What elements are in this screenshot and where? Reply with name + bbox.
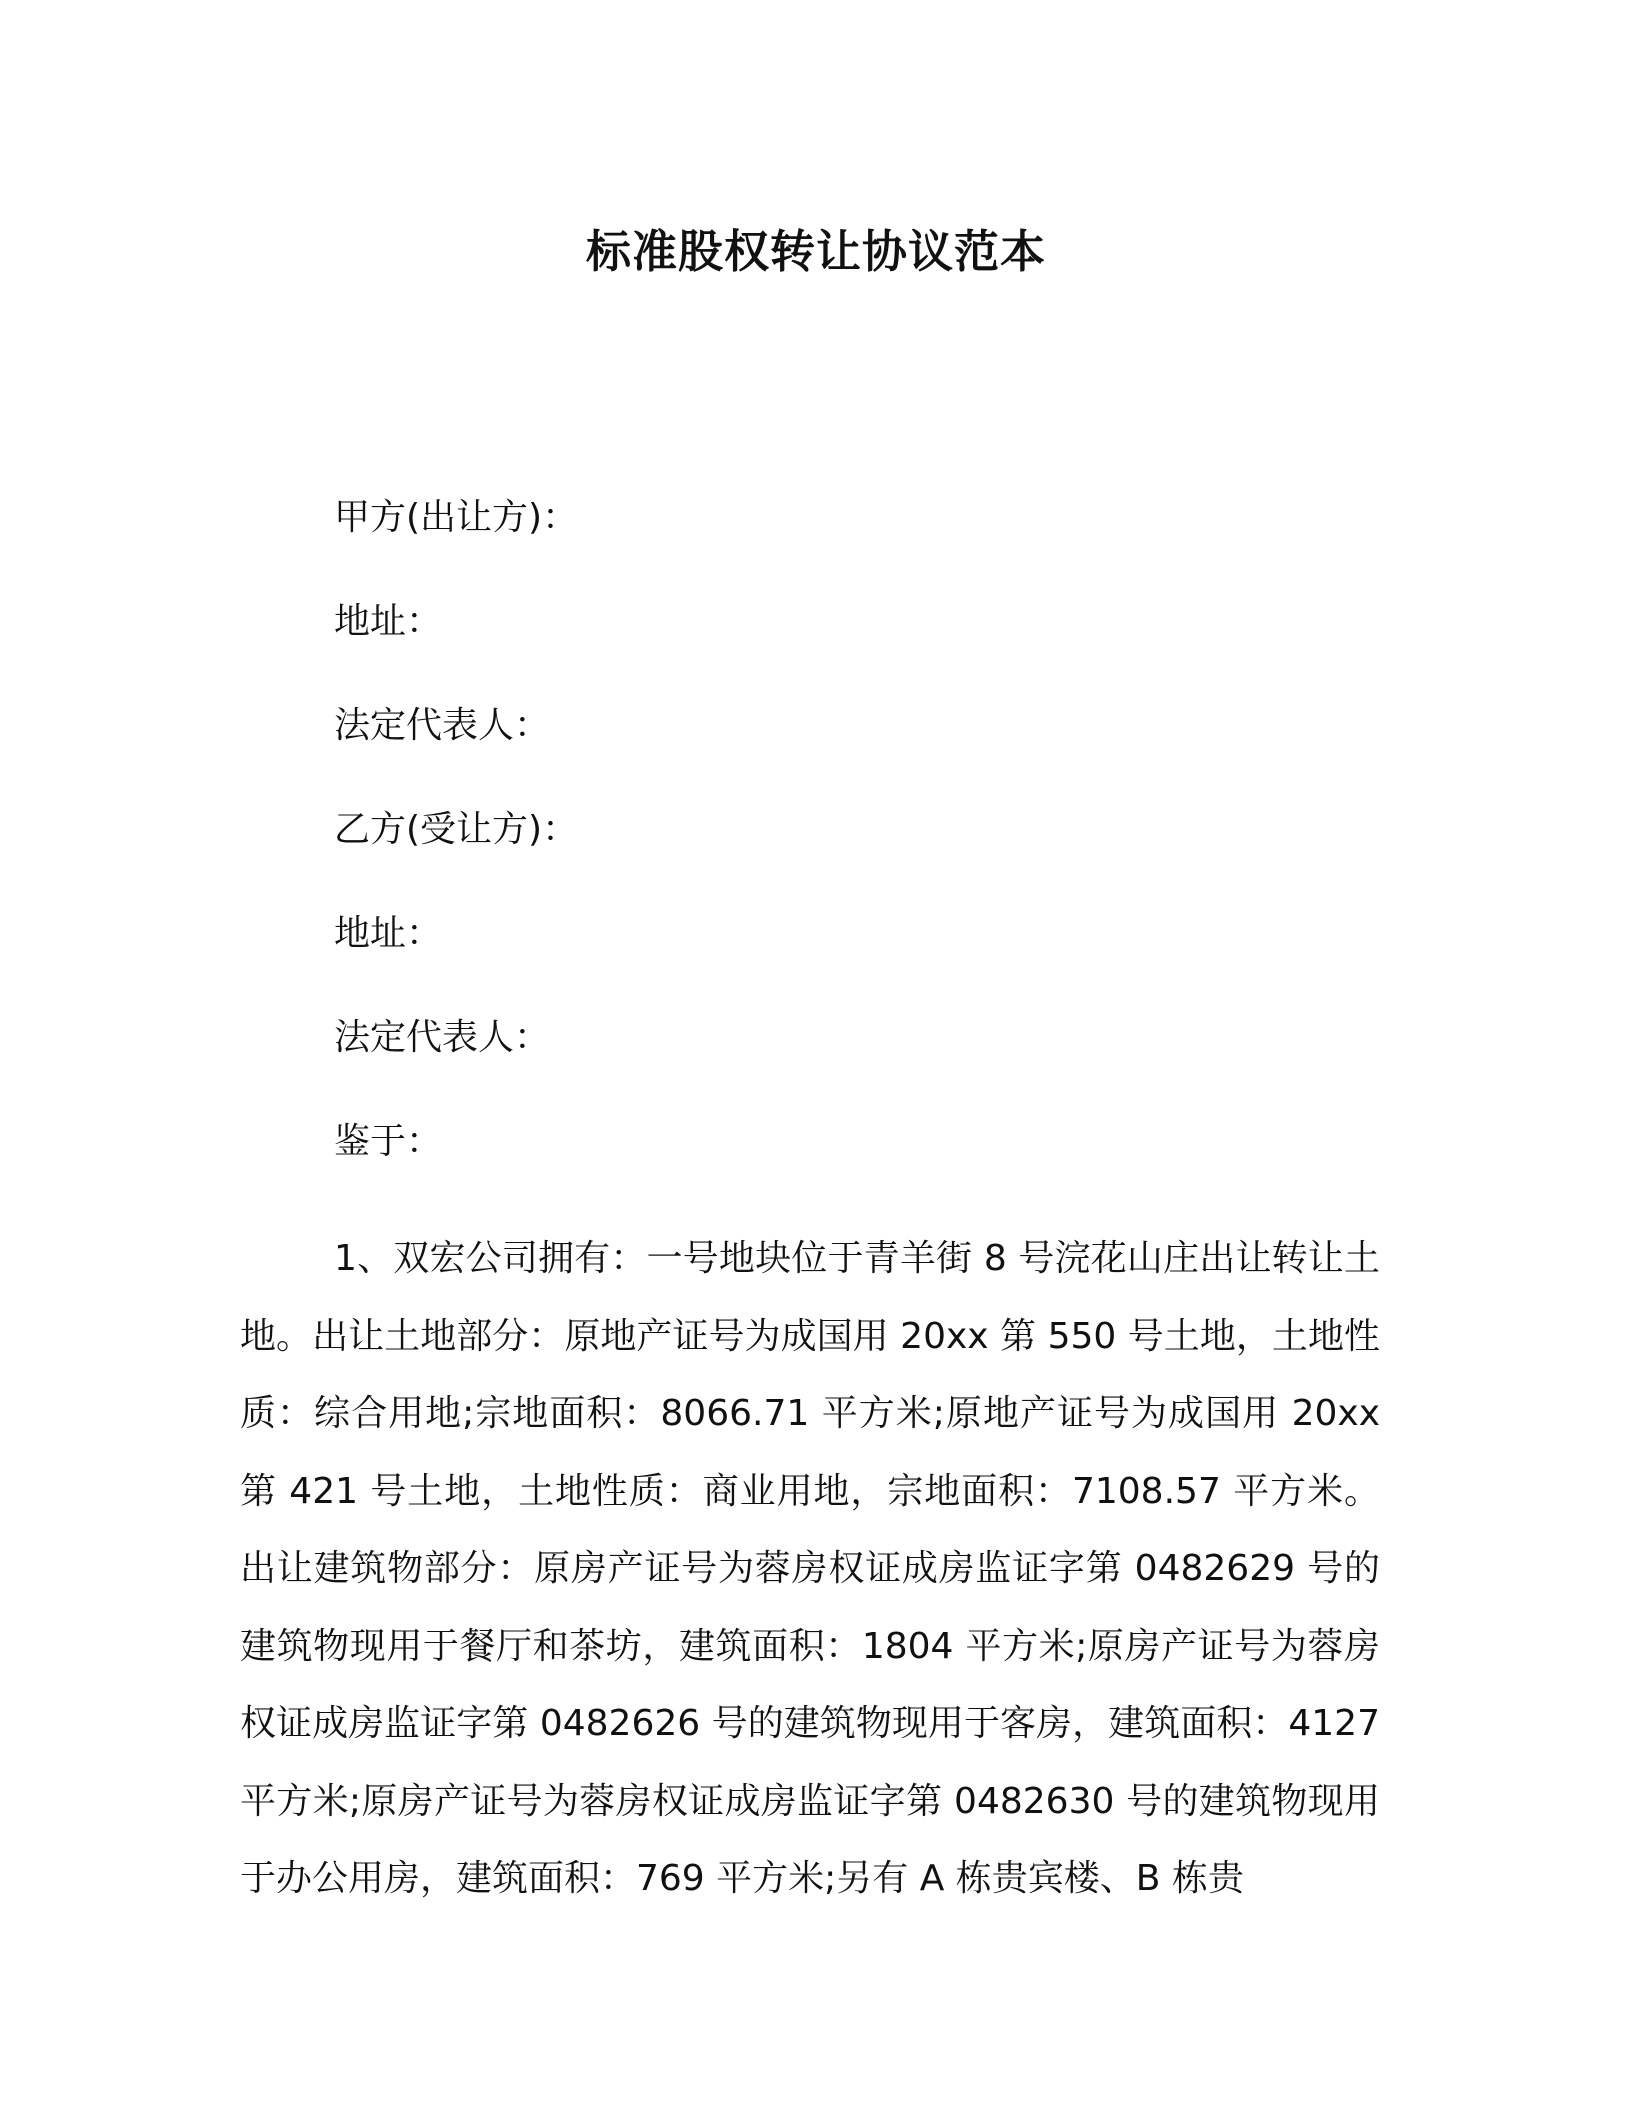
whereas-label: 鉴于： <box>334 1121 443 1162</box>
party-info-list <box>334 494 1394 1166</box>
party-b-label: 乙方(受让方)： <box>334 809 579 850</box>
clause-1-paragraph: 1、双宏公司拥有：一号地块位于青羊街 8 号浣花山庄出让转让土地。出让土地部分：原地产证号为成国用 20xx 第 550 号土地，土地性质：综合用地;宗地面积：8066.71 平方米;原地产证号为成国用 20xx 第 421 号土地，土地性质：商业用地，宗地面积：7108.57 平方米。出让建筑物部分：原房产证号为蓉房权证成房监证字第 0482629 号的建筑物现用于餐厅和茶坊，建筑面积：1804 平方米;原房产证号为蓉房权证成房监证字第 0482626 号的建筑物现用于客房，建筑面积：4127 平方米;原房产证号为蓉房权证成房监证字第 0482630 号的建筑物现用于办公用房，建筑面积：769 平方米;另有 A 栋贵宾楼、B 栋贵 <box>240 1238 1380 1899</box>
party-b-address-label: 地址： <box>334 913 443 954</box>
party-b-representative-label: 法定代表人： <box>334 1017 551 1058</box>
document-title: 标准股权转让协议范本 <box>585 225 1046 278</box>
party-a-representative-label: 法定代表人： <box>334 705 551 746</box>
party-a-label: 甲方(出让方)： <box>334 497 579 538</box>
party-a-address-label: 地址： <box>334 601 443 642</box>
